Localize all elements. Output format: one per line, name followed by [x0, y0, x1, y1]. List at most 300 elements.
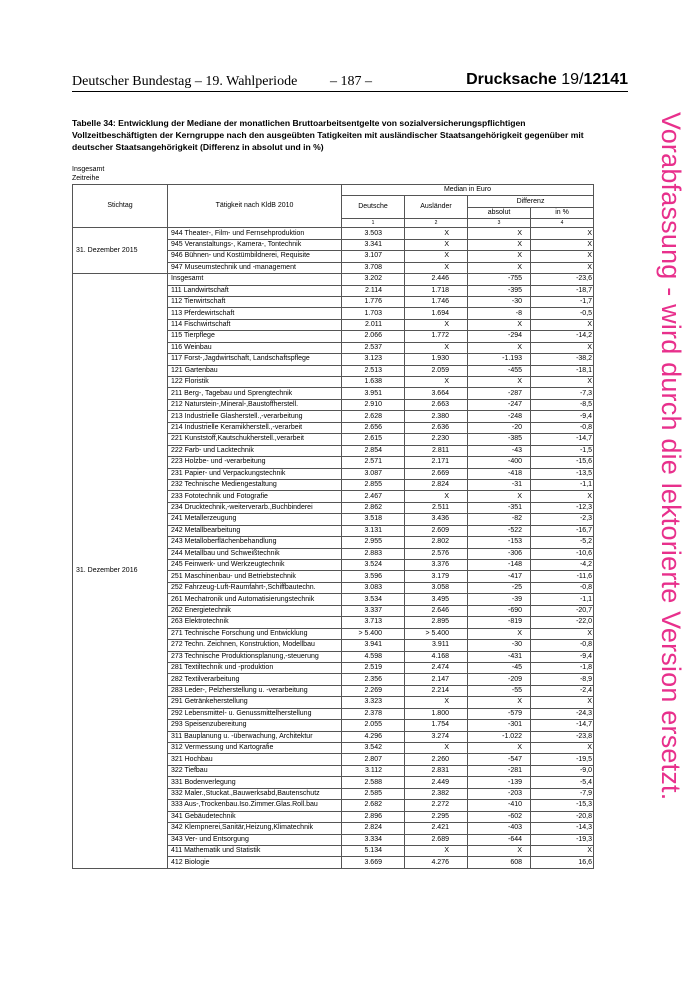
cell-taetigkeit: 273 Technische Produktionsplanung,-steuerung	[168, 651, 342, 662]
cell-deutsche: 3.503	[342, 228, 405, 239]
cell-deutsche: 2.467	[342, 491, 405, 502]
cell-differenz-prozent: -0,8	[531, 422, 594, 433]
cell-differenz-prozent: -22,0	[531, 617, 594, 628]
cell-differenz-absolut: X	[468, 491, 531, 502]
cell-auslaender: X	[405, 845, 468, 856]
cell-auslaender: 2.636	[405, 422, 468, 433]
cell-deutsche: 3.708	[342, 262, 405, 273]
watermark-text: Vorabfassung - wird durch die lektorierte Version ersetzt.	[656, 112, 686, 801]
cell-taetigkeit: 331 Bodenverlegung	[168, 777, 342, 788]
header-auslaender: Ausländer	[405, 196, 468, 219]
cell-auslaender: 3.058	[405, 582, 468, 593]
draft-watermark	[648, 112, 692, 912]
cell-taetigkeit: 322 Tiefbau	[168, 765, 342, 776]
cell-auslaender: 2.260	[405, 754, 468, 765]
cell-auslaender: X	[405, 743, 468, 754]
cell-deutsche: 2.055	[342, 720, 405, 731]
cell-differenz-absolut: -43	[468, 445, 531, 456]
cell-taetigkeit: 333 Aus-,Trockenbau.Iso.Zimmer.Glas.Roll.bau	[168, 800, 342, 811]
cell-deutsche: 3.112	[342, 765, 405, 776]
note-insgesamt: Insgesamt	[72, 166, 105, 173]
cell-deutsche: 2.656	[342, 422, 405, 433]
header-deutsche: Deutsche	[342, 196, 405, 219]
cell-differenz-prozent: -1,8	[531, 662, 594, 673]
cell-differenz-prozent: -9,4	[531, 411, 594, 422]
cell-differenz-absolut: 608	[468, 857, 531, 868]
cell-taetigkeit: 262 Energietechnik	[168, 605, 342, 616]
cell-taetigkeit: 281 Textiltechnik und -produktion	[168, 662, 342, 673]
cell-taetigkeit: 343 Ver- und Entsorgung	[168, 834, 342, 845]
cell-auslaender: 1.694	[405, 308, 468, 319]
cell-taetigkeit: 252 Fahrzeug-Luft-Raumfahrt-,Schiffbautechn.	[168, 582, 342, 593]
cell-taetigkeit: 245 Feinwerk- und Werkzeugtechnik	[168, 560, 342, 571]
cell-differenz-prozent: -9,0	[531, 765, 594, 776]
cell-deutsche: 2.682	[342, 800, 405, 811]
cell-auslaender: 4.276	[405, 857, 468, 868]
cell-differenz-prozent: -19,5	[531, 754, 594, 765]
cell-differenz-prozent: -24,3	[531, 708, 594, 719]
cell-differenz-prozent: -12,3	[531, 502, 594, 513]
cell-taetigkeit: 211 Berg-, Tagebau und Sprengtechnik	[168, 388, 342, 399]
cell-differenz-prozent: -14,7	[531, 720, 594, 731]
cell-auslaender: 2.669	[405, 468, 468, 479]
cell-differenz-prozent: -8,5	[531, 399, 594, 410]
cell-auslaender: 2.446	[405, 274, 468, 285]
header-rule	[72, 91, 628, 92]
cell-taetigkeit: Insgesamt	[168, 274, 342, 285]
cell-differenz-prozent: -2,3	[531, 514, 594, 525]
cell-taetigkeit: 251 Maschinenbau- und Betriebstechnik	[168, 571, 342, 582]
header-differenz: Differenz	[468, 196, 594, 207]
cell-differenz-absolut: -25	[468, 582, 531, 593]
cell-differenz-absolut: X	[468, 251, 531, 262]
cell-taetigkeit: 947 Museumstechnik und -management	[168, 262, 342, 273]
cell-differenz-prozent: X	[531, 377, 594, 388]
cell-differenz-prozent: -4,2	[531, 560, 594, 571]
cell-differenz-prozent: -5,4	[531, 777, 594, 788]
cell-auslaender: 2.382	[405, 788, 468, 799]
cell-taetigkeit: 944 Theater-, Film- und Fernsehproduktion	[168, 228, 342, 239]
cell-differenz-absolut: -30	[468, 296, 531, 307]
cell-taetigkeit: 261 Mechatronik und Automatisierungstechnik	[168, 594, 342, 605]
cell-deutsche: 3.083	[342, 582, 405, 593]
header-stichtag: Stichtag	[73, 185, 168, 228]
cell-deutsche: 1.638	[342, 377, 405, 388]
cell-deutsche: 2.269	[342, 685, 405, 696]
cell-auslaender: X	[405, 251, 468, 262]
cell-differenz-prozent: -1,5	[531, 445, 594, 456]
cell-differenz-prozent: X	[531, 262, 594, 273]
cell-taetigkeit: 292 Lebensmittel- u. Genussmittelherstellung	[168, 708, 342, 719]
cell-differenz-absolut: -31	[468, 479, 531, 490]
cell-differenz-absolut: -45	[468, 662, 531, 673]
cell-taetigkeit: 332 Maler.,Stuckat.,Bauwerksabd,Bautenschutz	[168, 788, 342, 799]
cell-deutsche: 2.588	[342, 777, 405, 788]
cell-deutsche: 2.537	[342, 342, 405, 353]
cell-taetigkeit: 412 Biologie	[168, 857, 342, 868]
cell-auslaender: X	[405, 377, 468, 388]
cell-differenz-absolut: -1.022	[468, 731, 531, 742]
cell-auslaender: 2.663	[405, 399, 468, 410]
cell-differenz-absolut: X	[468, 743, 531, 754]
cell-deutsche: 5.134	[342, 845, 405, 856]
cell-deutsche: 2.955	[342, 537, 405, 548]
cell-differenz-prozent: -15,6	[531, 457, 594, 468]
cell-taetigkeit: 214 Industrielle Keramikherstell.,-verarbeit	[168, 422, 342, 433]
cell-taetigkeit: 321 Hochbau	[168, 754, 342, 765]
cell-differenz-prozent: X	[531, 491, 594, 502]
cell-auslaender: 3.664	[405, 388, 468, 399]
cell-auslaender: 2.171	[405, 457, 468, 468]
cell-differenz-prozent: 16,6	[531, 857, 594, 868]
cell-auslaender: 2.802	[405, 537, 468, 548]
cell-differenz-absolut: -281	[468, 765, 531, 776]
cell-auslaender: 3.274	[405, 731, 468, 742]
header-taetigkeit: Tätigkeit nach KldB 2010	[168, 185, 342, 228]
cell-differenz-absolut: -417	[468, 571, 531, 582]
cell-differenz-absolut: -20	[468, 422, 531, 433]
cell-differenz-prozent: -23,8	[531, 731, 594, 742]
cell-auslaender: 2.511	[405, 502, 468, 513]
cell-differenz-prozent: -1,1	[531, 479, 594, 490]
cell-deutsche: 2.628	[342, 411, 405, 422]
cell-deutsche: 3.337	[342, 605, 405, 616]
column-number: 3	[468, 219, 531, 228]
cell-taetigkeit: 115 Tierpflege	[168, 331, 342, 342]
cell-differenz-prozent: -18,1	[531, 365, 594, 376]
cell-auslaender: 2.214	[405, 685, 468, 696]
cell-taetigkeit: 213 Industrielle Glasherstell.,-verarbeitung	[168, 411, 342, 422]
cell-taetigkeit: 243 Metalloberflächenbehandlung	[168, 537, 342, 548]
cell-differenz-prozent: -8,9	[531, 674, 594, 685]
cell-deutsche: 3.669	[342, 857, 405, 868]
cell-taetigkeit: 116 Weinbau	[168, 342, 342, 353]
cell-taetigkeit: 111 Landwirtschaft	[168, 285, 342, 296]
cell-auslaender: 2.824	[405, 479, 468, 490]
cell-differenz-prozent: -7,3	[531, 388, 594, 399]
cell-deutsche: 3.334	[342, 834, 405, 845]
cell-auslaender: 2.646	[405, 605, 468, 616]
cell-differenz-absolut: -148	[468, 560, 531, 571]
cell-differenz-absolut: X	[468, 319, 531, 330]
cell-deutsche: 2.883	[342, 548, 405, 559]
cell-auslaender: 2.380	[405, 411, 468, 422]
cell-stichtag: 31. Dezember 2016	[73, 274, 168, 869]
cell-auslaender: 2.421	[405, 823, 468, 834]
cell-taetigkeit: 312 Vermessung und Kartografie	[168, 743, 342, 754]
cell-deutsche: 3.713	[342, 617, 405, 628]
cell-differenz-absolut: -139	[468, 777, 531, 788]
cell-deutsche: 2.066	[342, 331, 405, 342]
cell-deutsche: 3.202	[342, 274, 405, 285]
cell-differenz-absolut: -30	[468, 640, 531, 651]
cell-auslaender: 3.179	[405, 571, 468, 582]
cell-taetigkeit: 311 Bauplanung u. -überwachung, Architektur	[168, 731, 342, 742]
cell-taetigkeit: 271 Technische Forschung und Entwicklung	[168, 628, 342, 639]
cell-taetigkeit: 293 Speisenzubereitung	[168, 720, 342, 731]
cell-auslaender: X	[405, 228, 468, 239]
cell-differenz-prozent: X	[531, 239, 594, 250]
cell-differenz-absolut: -351	[468, 502, 531, 513]
cell-taetigkeit: 242 Metallbearbeitung	[168, 525, 342, 536]
cell-differenz-prozent: -0,8	[531, 582, 594, 593]
cell-taetigkeit: 234 Drucktechnik,-weiterverarb.,Buchbinderei	[168, 502, 342, 513]
cell-taetigkeit: 283 Leder-, Pelzherstellung u. -verarbeitung	[168, 685, 342, 696]
cell-taetigkeit: 244 Metallbau und Schweißtechnik	[168, 548, 342, 559]
header-median: Median in Euro	[342, 185, 594, 196]
cell-deutsche: 3.941	[342, 640, 405, 651]
cell-deutsche: 3.131	[342, 525, 405, 536]
cell-auslaender: > 5.400	[405, 628, 468, 639]
cell-deutsche: 2.571	[342, 457, 405, 468]
cell-auslaender: 3.436	[405, 514, 468, 525]
cell-deutsche: 2.378	[342, 708, 405, 719]
cell-deutsche: 2.910	[342, 399, 405, 410]
cell-differenz-absolut: X	[468, 239, 531, 250]
cell-differenz-prozent: X	[531, 845, 594, 856]
cell-differenz-absolut: -385	[468, 434, 531, 445]
cell-deutsche: 3.518	[342, 514, 405, 525]
cell-differenz-absolut: -644	[468, 834, 531, 845]
cell-taetigkeit: 263 Elektrotechnik	[168, 617, 342, 628]
cell-differenz-absolut: X	[468, 845, 531, 856]
cell-differenz-prozent: -18,7	[531, 285, 594, 296]
cell-deutsche: 3.087	[342, 468, 405, 479]
cell-differenz-absolut: -455	[468, 365, 531, 376]
cell-differenz-absolut: -418	[468, 468, 531, 479]
cell-differenz-prozent: -1,1	[531, 594, 594, 605]
cell-deutsche: 3.323	[342, 697, 405, 708]
cell-deutsche: 3.107	[342, 251, 405, 262]
cell-taetigkeit: 945 Veranstaltungs-, Kamera-, Tontechnik	[168, 239, 342, 250]
cell-taetigkeit: 231 Papier- und Verpackungstechnik	[168, 468, 342, 479]
cell-differenz-absolut: X	[468, 228, 531, 239]
cell-differenz-prozent: X	[531, 319, 594, 330]
cell-deutsche: 2.519	[342, 662, 405, 673]
cell-taetigkeit: 112 Tierwirtschaft	[168, 296, 342, 307]
cell-auslaender: X	[405, 319, 468, 330]
cell-deutsche: > 5.400	[342, 628, 405, 639]
cell-differenz-absolut: -247	[468, 399, 531, 410]
cell-taetigkeit: 223 Holzbe- und -verarbeitung	[168, 457, 342, 468]
cell-deutsche: 1.776	[342, 296, 405, 307]
cell-deutsche: 4.296	[342, 731, 405, 742]
cell-taetigkeit: 222 Farb- und Lacktechnik	[168, 445, 342, 456]
cell-taetigkeit: 117 Forst-,Jagdwirtschaft, Landschaftspflege	[168, 354, 342, 365]
cell-differenz-absolut: -690	[468, 605, 531, 616]
cell-differenz-absolut: -209	[468, 674, 531, 685]
cell-differenz-absolut: X	[468, 697, 531, 708]
column-number: 2	[405, 219, 468, 228]
cell-auslaender: 3.911	[405, 640, 468, 651]
cell-differenz-absolut: -248	[468, 411, 531, 422]
cell-differenz-absolut: X	[468, 262, 531, 273]
cell-differenz-prozent: -10,6	[531, 548, 594, 559]
cell-differenz-absolut: -410	[468, 800, 531, 811]
cell-taetigkeit: 272 Techn. Zeichnen, Konstruktion, Modellbau	[168, 640, 342, 651]
cell-auslaender: 1.718	[405, 285, 468, 296]
cell-auslaender: 1.930	[405, 354, 468, 365]
table-row	[73, 228, 594, 239]
cell-differenz-absolut: -39	[468, 594, 531, 605]
cell-auslaender: 2.576	[405, 548, 468, 559]
cell-deutsche: 2.585	[342, 788, 405, 799]
cell-taetigkeit: 282 Textilverarbeitung	[168, 674, 342, 685]
cell-differenz-absolut: -547	[468, 754, 531, 765]
cell-deutsche: 1.703	[342, 308, 405, 319]
cell-auslaender: 2.474	[405, 662, 468, 673]
cell-taetigkeit: 291 Getränkeherstellung	[168, 697, 342, 708]
cell-deutsche: 2.896	[342, 811, 405, 822]
cell-differenz-prozent: X	[531, 697, 594, 708]
cell-deutsche: 2.114	[342, 285, 405, 296]
cell-taetigkeit: 341 Gebäudetechnik	[168, 811, 342, 822]
cell-differenz-absolut: -55	[468, 685, 531, 696]
cell-auslaender: 2.449	[405, 777, 468, 788]
cell-differenz-prozent: -14,2	[531, 331, 594, 342]
cell-differenz-prozent: -0,5	[531, 308, 594, 319]
cell-taetigkeit: 221 Kunststoff,Kautschukherstell.,verarbeit	[168, 434, 342, 445]
cell-differenz-absolut: X	[468, 377, 531, 388]
cell-auslaender: X	[405, 697, 468, 708]
cell-differenz-absolut: -301	[468, 720, 531, 731]
cell-differenz-absolut: -153	[468, 537, 531, 548]
cell-deutsche: 2.615	[342, 434, 405, 445]
note-zeitreihe: Zeitreihe	[72, 175, 100, 182]
cell-differenz-prozent: -1,7	[531, 296, 594, 307]
cell-differenz-absolut: -579	[468, 708, 531, 719]
column-number: 4	[531, 219, 594, 228]
cell-differenz-absolut: -82	[468, 514, 531, 525]
cell-auslaender: X	[405, 262, 468, 273]
cell-deutsche: 2.011	[342, 319, 405, 330]
cell-deutsche: 3.596	[342, 571, 405, 582]
cell-deutsche: 2.807	[342, 754, 405, 765]
table-row	[73, 274, 594, 285]
cell-deutsche: 2.824	[342, 823, 405, 834]
cell-deutsche: 3.542	[342, 743, 405, 754]
header-document-number: Drucksache 19/12141	[466, 71, 628, 88]
cell-auslaender: 2.272	[405, 800, 468, 811]
cell-differenz-prozent: -5,2	[531, 537, 594, 548]
cell-differenz-absolut: -395	[468, 285, 531, 296]
cell-differenz-absolut: -8	[468, 308, 531, 319]
header-page-number: – 187 –	[330, 74, 372, 89]
cell-auslaender: 3.376	[405, 560, 468, 571]
cell-differenz-prozent: -2,4	[531, 685, 594, 696]
cell-stichtag: 31. Dezember 2015	[73, 228, 168, 274]
cell-differenz-absolut: -602	[468, 811, 531, 822]
cell-differenz-absolut: -287	[468, 388, 531, 399]
cell-differenz-absolut: -203	[468, 788, 531, 799]
cell-taetigkeit: 946 Bühnen- und Kostümbildnerei, Requisite	[168, 251, 342, 262]
cell-taetigkeit: 411 Mathematik und Statistik	[168, 845, 342, 856]
cell-differenz-absolut: -294	[468, 331, 531, 342]
cell-auslaender: 2.609	[405, 525, 468, 536]
cell-auslaender: 2.295	[405, 811, 468, 822]
cell-differenz-prozent: -7,9	[531, 788, 594, 799]
cell-auslaender: 1.800	[405, 708, 468, 719]
page-header	[72, 71, 628, 92]
cell-taetigkeit: 232 Technische Mediengestaltung	[168, 479, 342, 490]
column-number: 1	[342, 219, 405, 228]
cell-deutsche: 3.123	[342, 354, 405, 365]
cell-taetigkeit: 122 Floristik	[168, 377, 342, 388]
cell-deutsche: 3.524	[342, 560, 405, 571]
cell-differenz-prozent: -14,7	[531, 434, 594, 445]
cell-deutsche: 2.862	[342, 502, 405, 513]
cell-deutsche: 3.341	[342, 239, 405, 250]
cell-auslaender: X	[405, 239, 468, 250]
cell-differenz-prozent: -23,6	[531, 274, 594, 285]
cell-differenz-prozent: X	[531, 342, 594, 353]
cell-auslaender: X	[405, 491, 468, 502]
cell-deutsche: 2.855	[342, 479, 405, 490]
cell-taetigkeit: 233 Fototechnik und Fotografie	[168, 491, 342, 502]
cell-differenz-prozent: -14,3	[531, 823, 594, 834]
cell-taetigkeit: 114 Fischwirtschaft	[168, 319, 342, 330]
cell-auslaender: 3.495	[405, 594, 468, 605]
header-inpct: in %	[531, 207, 594, 218]
cell-differenz-absolut: -306	[468, 548, 531, 559]
cell-differenz-absolut: -400	[468, 457, 531, 468]
cell-differenz-prozent: -13,5	[531, 468, 594, 479]
cell-differenz-absolut: -522	[468, 525, 531, 536]
cell-differenz-absolut: -403	[468, 823, 531, 834]
cell-differenz-absolut: -819	[468, 617, 531, 628]
table-caption: Tabelle 34: Entwicklung der Mediane der monatlichen Bruttoarbeitsentgelte von sozialversicherungspflichtigen Vollzeitbeschäftigten der Kerngruppe nach den ausgeübten Tatigkeiten mit ausländischer Staatsangehörigkeit gegenüber mit deutscher Staatsangehörigkeit (Differenz in absolut und in %)	[72, 118, 584, 152]
cell-differenz-prozent: X	[531, 628, 594, 639]
cell-differenz-prozent: -16,7	[531, 525, 594, 536]
cell-differenz-absolut: -1.193	[468, 354, 531, 365]
cell-auslaender: 2.147	[405, 674, 468, 685]
cell-auslaender: 1.754	[405, 720, 468, 731]
cell-auslaender: 2.811	[405, 445, 468, 456]
data-table	[72, 184, 594, 869]
cell-differenz-prozent: -20,7	[531, 605, 594, 616]
cell-auslaender: 2.230	[405, 434, 468, 445]
cell-differenz-prozent: X	[531, 228, 594, 239]
cell-differenz-prozent: -19,3	[531, 834, 594, 845]
cell-differenz-prozent: -20,8	[531, 811, 594, 822]
cell-deutsche: 2.356	[342, 674, 405, 685]
cell-differenz-absolut: X	[468, 628, 531, 639]
cell-differenz-prozent: -15,3	[531, 800, 594, 811]
cell-taetigkeit: 121 Gartenbau	[168, 365, 342, 376]
cell-deutsche: 4.598	[342, 651, 405, 662]
cell-auslaender: X	[405, 342, 468, 353]
cell-taetigkeit: 241 Metallerzeugung	[168, 514, 342, 525]
cell-deutsche: 2.854	[342, 445, 405, 456]
cell-deutsche: 3.534	[342, 594, 405, 605]
cell-taetigkeit: 342 Klempnerei,Sanitär,Heizung,Klimatechnik	[168, 823, 342, 834]
cell-differenz-prozent: -9,4	[531, 651, 594, 662]
header-left: Deutscher Bundestag – 19. Wahlperiode	[72, 74, 298, 89]
cell-taetigkeit: 113 Pferdewirtschaft	[168, 308, 342, 319]
cell-auslaender: 1.772	[405, 331, 468, 342]
cell-auslaender: 1.746	[405, 296, 468, 307]
cell-taetigkeit: 212 Naturstein-,Mineral-,Baustoffherstell.	[168, 399, 342, 410]
cell-auslaender: 4.168	[405, 651, 468, 662]
cell-auslaender: 2.895	[405, 617, 468, 628]
cell-differenz-prozent: X	[531, 743, 594, 754]
cell-auslaender: 2.831	[405, 765, 468, 776]
cell-auslaender: 2.689	[405, 834, 468, 845]
cell-differenz-prozent: -0,8	[531, 640, 594, 651]
cell-differenz-absolut: -431	[468, 651, 531, 662]
cell-deutsche: 3.951	[342, 388, 405, 399]
header-absolut: absolut	[468, 207, 531, 218]
